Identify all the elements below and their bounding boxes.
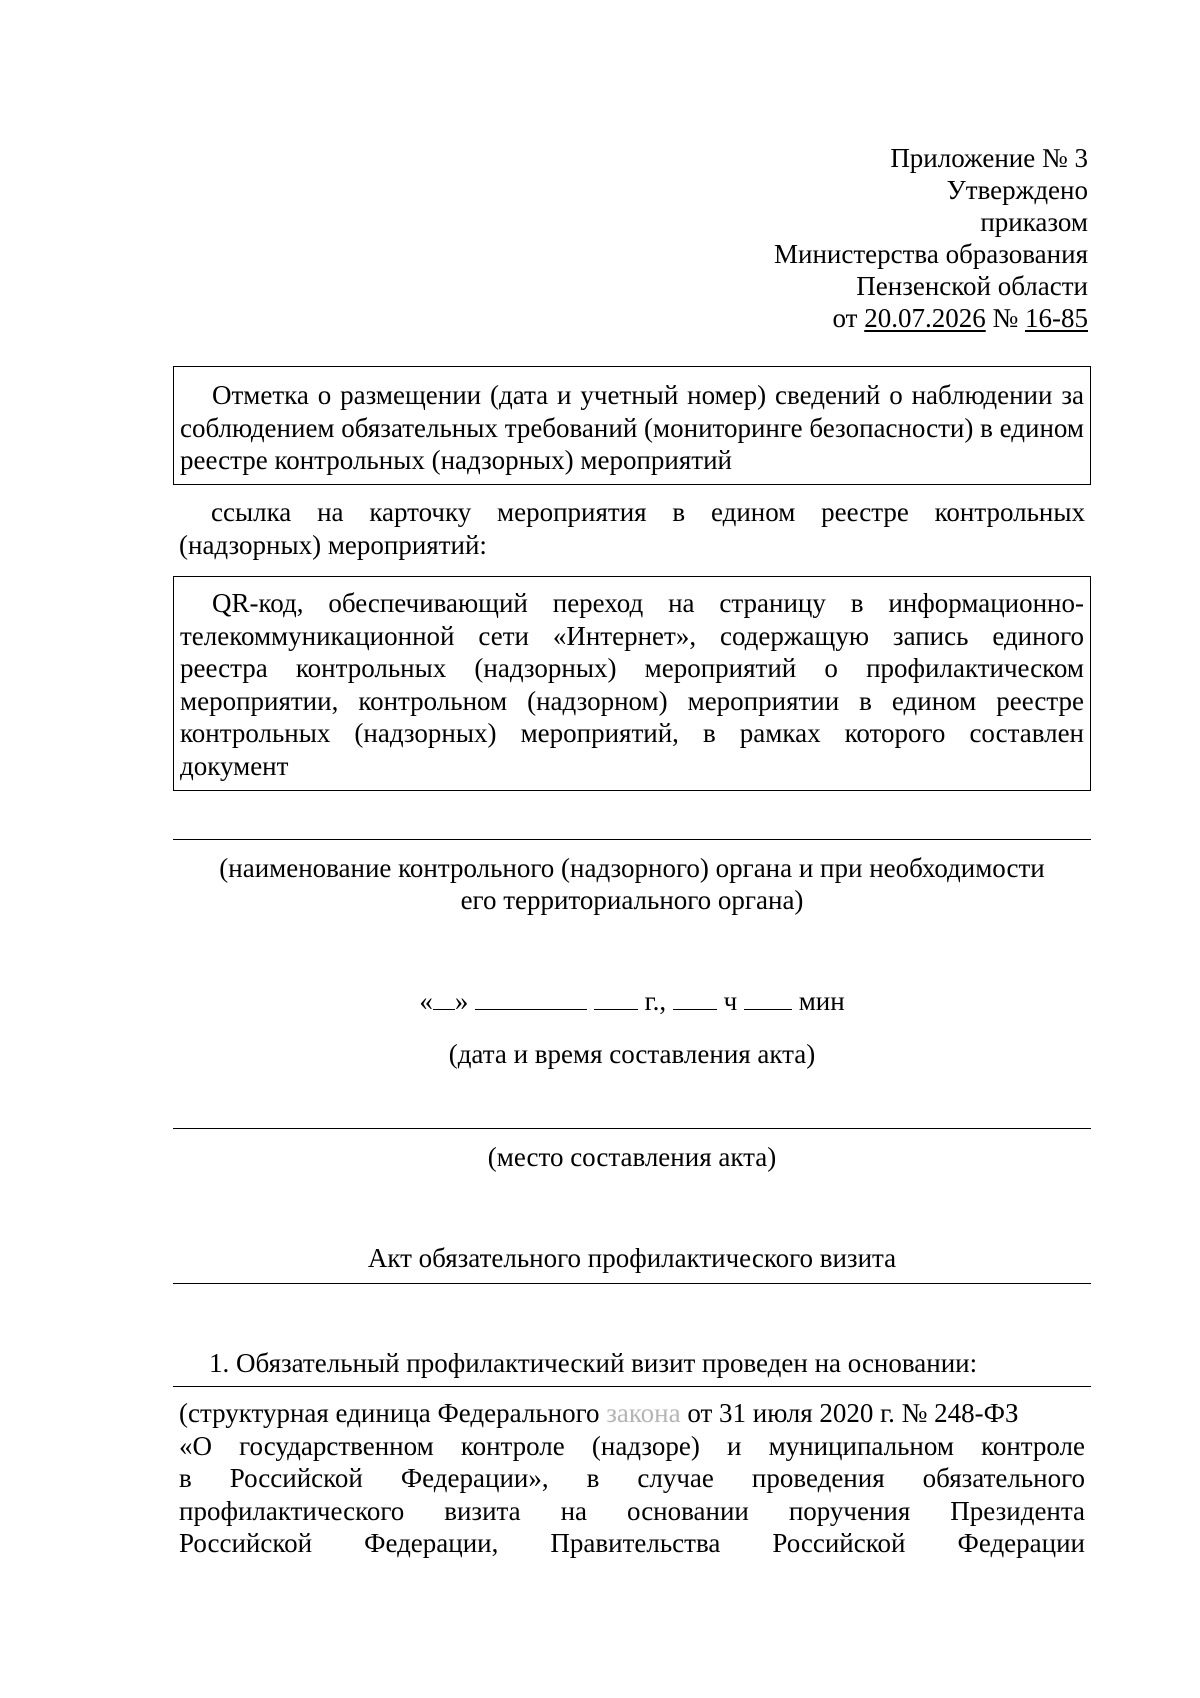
authority-caption-line1: (наименование контрольного (надзорного) органа и при необходимости — [219, 853, 1045, 883]
open-quote: « — [419, 986, 433, 1016]
qr-code-text: QR-код, обеспечивающий переход на страницу в информационно-телекоммуникационной сети «Интернет», содержащую запись единого реестра контрольных (надзорных) мероприятий о профилактическом мероприятии, контрольном (надзорном) мероприятии в едином реестре контрольных (надзорных) мероприятий, в рамках которого составлен документ — [180, 588, 1084, 781]
minute-blank — [744, 987, 792, 1010]
qr-code-box — [173, 576, 1091, 791]
basis-caption — [179, 1397, 1085, 1560]
hour-blank — [673, 987, 717, 1010]
basis-line-4: профилактического визита на основании поручения Президента — [179, 1495, 1085, 1526]
authority-caption-line2: его территориального органа) — [460, 885, 804, 915]
registry-link-section — [179, 496, 1085, 561]
order-number: 16-85 — [1025, 303, 1088, 333]
registry-link-text: ссылка на карточку мероприятия в едином реестре контрольных (надзорных) мероприятий: — [179, 497, 1085, 560]
date-prefix: от — [832, 303, 858, 333]
hour-label: ч — [723, 986, 738, 1016]
ministry-name: Министерства образования — [774, 239, 1088, 269]
by-order-label: приказом — [980, 207, 1088, 237]
place-caption: (место составления акта) — [487, 1142, 777, 1172]
month-blank — [475, 987, 587, 1010]
section-1-text: 1. Обязательный профилактический визит проведен на основании: — [209, 1348, 978, 1378]
minute-label: мин — [798, 986, 845, 1016]
basis-line-1a: (структурная единица Федерального — [179, 1398, 607, 1428]
basis-line-2: «О государственном контроле (надзоре) и муниципальном контроле — [179, 1430, 1085, 1461]
year-blank — [594, 987, 638, 1010]
approved-label: Утверждено — [946, 175, 1088, 205]
region-name: Пензенской области — [856, 271, 1088, 301]
basis-line-1 — [179, 1397, 1085, 1430]
act-title-underline — [173, 1283, 1091, 1284]
registry-mark-text: Отметка о размещении (дата и учетный номер) сведений о наблюдении за соблюдением обязательных требований (мониторинге безопасности) в едином реестре контрольных (надзорных) мероприятий — [180, 380, 1084, 475]
section-1-line — [173, 1386, 1091, 1387]
order-date-line — [774, 302, 1088, 334]
year-suffix: г., — [644, 986, 667, 1016]
appendix-number: Приложение № 3 — [890, 143, 1088, 173]
order-date: 20.07.2026 — [864, 303, 986, 333]
approval-header — [774, 142, 1088, 334]
day-blank — [433, 987, 455, 1010]
authority-name-line — [173, 839, 1091, 840]
basis-line-5: Российской Федерации, Правительства Российской Федерации — [179, 1528, 1085, 1558]
basis-line-1b: от 31 июля 2020 г. № 248-ФЗ — [680, 1398, 1019, 1428]
basis-line-3: в Российской Федерации», в случае проведения обязательного — [179, 1463, 1085, 1493]
authority-caption — [173, 852, 1091, 916]
act-title: Акт обязательного профилактического визита — [367, 1243, 897, 1273]
registry-mark-box — [173, 366, 1091, 485]
basis-line-1-faded: закона — [606, 1398, 681, 1428]
datetime-caption: (дата и время составления акта) — [448, 1039, 816, 1069]
number-sign: № — [992, 303, 1019, 333]
datetime-field — [173, 985, 1091, 1017]
section-1-heading — [179, 1347, 977, 1379]
close-quote: » — [454, 986, 469, 1016]
place-line — [173, 1128, 1091, 1129]
